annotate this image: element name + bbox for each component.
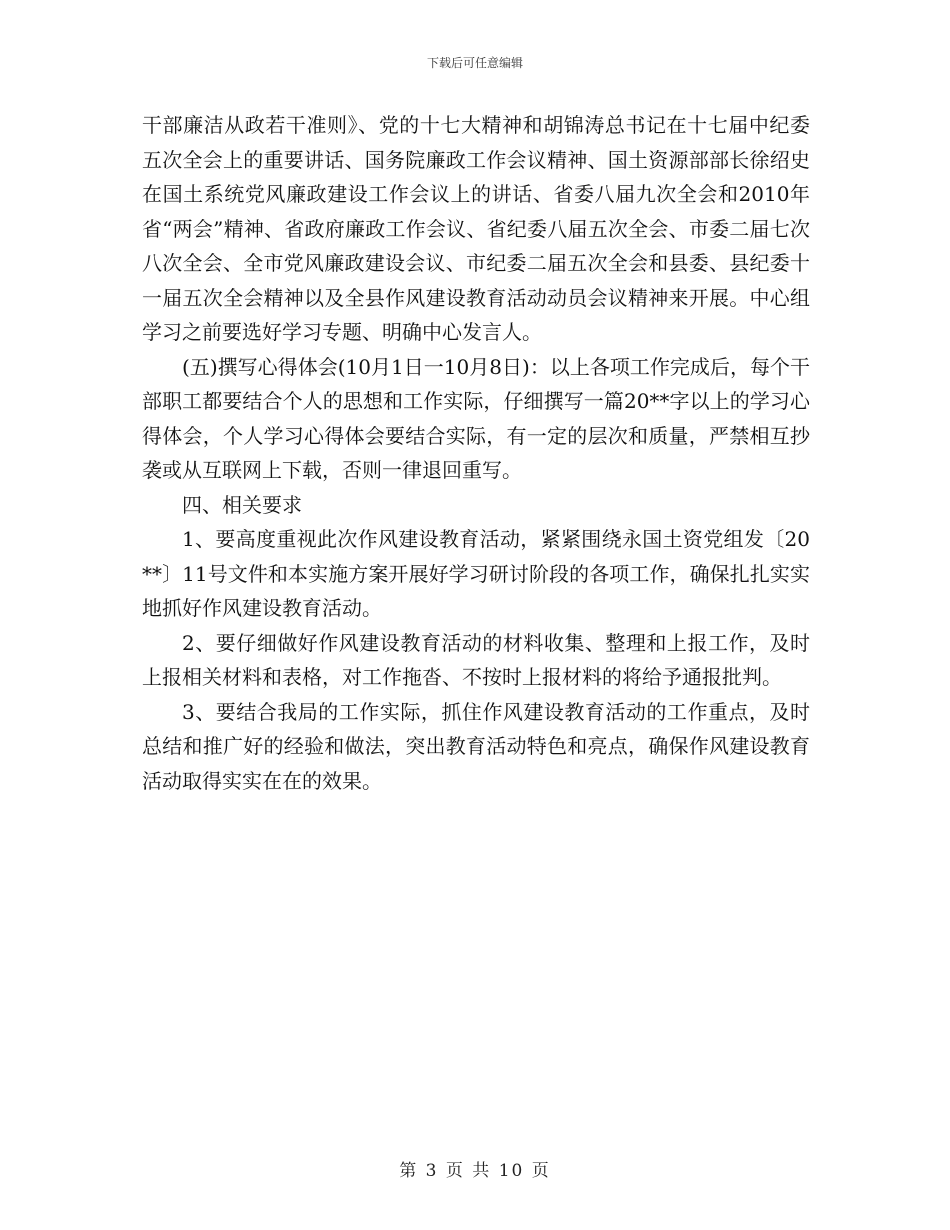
page-header-note: 下载后可任意编辑 [426,56,523,70]
paragraph-requirement-1: 1、要高度重视此次作风建设教育活动，紧紧围绕永国土资党组发〔20**〕11号文件和本实施方案开展好学习研讨阶段的各项工作，确保扎扎实实地抓好作风建设教育活动。 [142,527,810,620]
paragraph-requirement-2: 2、要仔细做好作风建设教育活动的材料收集、整理和上报工作，及时上报相关材料和表格，对工作拖沓、不按时上报材料的将给予通报批判。 [142,630,810,689]
page-number-footer: 第 3 页 共 10 页 [399,1161,551,1181]
document-body [142,108,810,798]
section-heading-requirements: 四、相关要求 [182,492,302,517]
paragraph-section-5: (五)撰写心得体会(10月1日一10月8日)：以上各项工作完成后，每个干部职工都要结合个人的思想和工作实际，仔细撰写一篇20**字以上的学习心得体会，个人学习心得体会要结合实际，有一定的层次和质量，严禁相互抄袭或从互联网上下载，否则一律退回重写。 [142,354,810,482]
paragraph-requirement-3: 3、要结合我局的工作实际，抓住作风建设教育活动的工作重点，及时总结和推广好的经验和做法，突出教育活动特色和亮点，确保作风建设教育活动取得实实在在的效果。 [142,699,810,793]
paragraph-continuation: 干部廉洁从政若干准则》、党的十七大精神和胡锦涛总书记在十七届中纪委五次全会上的重要讲话、国务院廉政工作会议精神、国土资源部部长徐绍史在国土系统党风廉政建设工作会议上的讲话、省委八届九次全会和2010年省“两会”精神、省政府廉政工作会议、省纪委八届五次全会、市委二届七次八次全会、全市党风廉政建设会议、市纪委二届五次全会和县委、县纪委十一届五次全会精神以及全县作风建设教育活动动员会议精神来开展。中心组学习之前要选好学习专题、明确中心发言人。 [142,113,810,344]
